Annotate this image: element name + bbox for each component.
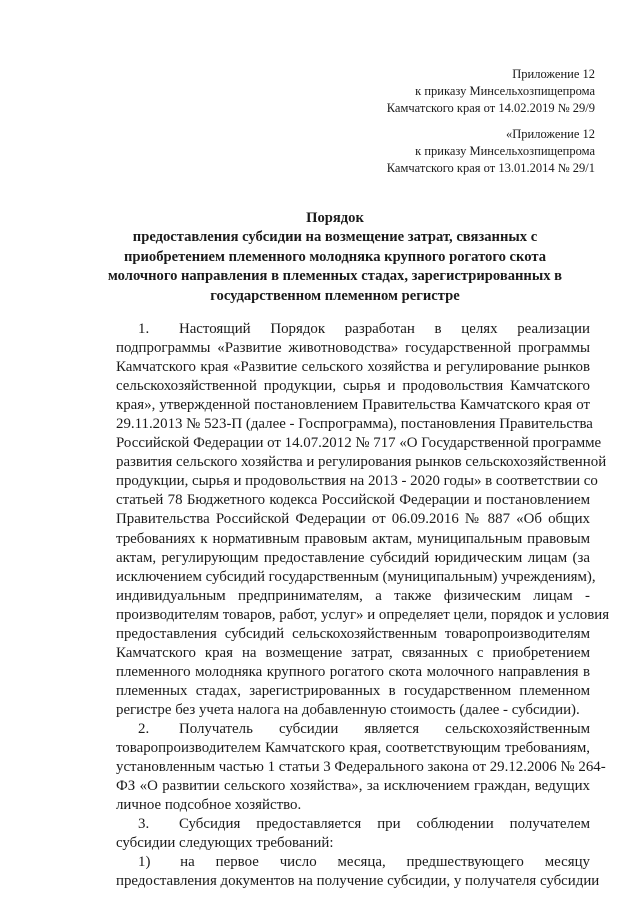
- body-line: племенных стадах, зарегистрированных в государственном племенном: [116, 682, 590, 699]
- body-line: Камчатского края на возмещение затрат, связанных с приобретением: [116, 644, 590, 661]
- body-line: индивидуальным предпринимателям, а также физическим лицам -: [116, 587, 590, 604]
- annex-label: Приложение 12: [512, 67, 595, 81]
- annex-header-current: [330, 66, 595, 117]
- body-line: 1) на первое число месяца, предшествующего месяцу: [138, 854, 590, 871]
- title-line: молочного направления в племенных стадах, зарегистрированных в: [107, 268, 563, 285]
- body-line: производителям товаров, работ, услуг» и определяет цели, порядок и условия: [116, 606, 610, 623]
- body-line: края», утвержденной постановлением Правительства Камчатского края от: [116, 397, 590, 414]
- body-line: развития сельского хозяйства и регулирования рынков сельскохозяйственной: [116, 454, 607, 471]
- title-line: приобретением племенного молодняка крупного рогатого скота: [123, 248, 547, 265]
- annex-order-ref: к приказу Минсельхозпищепрома: [415, 144, 595, 158]
- body-line: товаропроизводителем Камчатского края, соответствующим требованиям,: [116, 740, 590, 757]
- body-line: Правительства Российской Федерации от 06.09.2016 № 887 «Об общих: [116, 511, 590, 528]
- annex-order-date: Камчатского края от 14.02.2019 № 29/9: [386, 101, 595, 115]
- body-line: 29.11.2013 № 523-П (далее - Госпрограмма), постановления Правительства: [116, 416, 593, 433]
- document-title: [80, 209, 590, 306]
- body-line: 1. Настоящий Порядок разработан в целях реализации: [138, 321, 590, 337]
- body-line: Российской Федерации от 14.07.2012 № 717 «О Государственной программе: [116, 435, 602, 452]
- body-line: установленным частью 1 статьи 3 Федерального закона от 29.12.2006 № 264-: [116, 759, 606, 776]
- body-line: продукции, сырья и продовольствия на 2013 - 2020 годы» в соответствии со: [116, 473, 598, 490]
- body-line: сельскохозяйственной продукции, сырья и продовольствия Камчатского: [116, 378, 590, 395]
- body-line: исключением субсидий государственным (муниципальным) учреждениям),: [116, 568, 596, 585]
- body-line: личное подсобное хозяйство.: [116, 797, 302, 814]
- body-line: ФЗ «О развитии сельского хозяйства», за исключением граждан, ведущих: [116, 778, 590, 795]
- body-line: подпрограммы «Развитие животноводства» государственной программы: [116, 340, 590, 357]
- body-line: предоставления документов на получение субсидии, у получателя субсидии: [116, 873, 600, 890]
- annex-order-ref: к приказу Минсельхозпищепрома: [415, 84, 595, 98]
- title-line: государственном племенном регистре: [210, 287, 460, 304]
- body-line: статьей 78 Бюджетного кодекса Российской Федерации и постановлением: [116, 492, 590, 509]
- document-body: [116, 320, 610, 891]
- title-heading: Порядок: [306, 210, 364, 226]
- body-line: требованиях к нормативным правовым актам, муниципальным правовым: [116, 530, 590, 547]
- body-line: предоставления субсидий сельскохозяйственным товаропроизводителям: [116, 625, 590, 642]
- body-line: актам, регулирующим предоставление субсидий юридическим лицам (за: [116, 549, 590, 566]
- annex-order-date: Камчатского края от 13.01.2014 № 29/1: [386, 161, 595, 175]
- body-line: регистре без учета налога на добавленную стоимость (далее - субсидии).: [116, 701, 580, 718]
- annex-label: «Приложение 12: [506, 127, 595, 141]
- body-line: Камчатского края «Развитие сельского хозяйства и регулирование рынков: [116, 359, 590, 376]
- body-line: субсидии следующих требований:: [116, 835, 334, 852]
- annex-header-previous: [330, 126, 595, 177]
- body-line: 2. Получатель субсидии является сельскохозяйственным: [138, 720, 590, 737]
- body-line: 3. Субсидия предоставляется при соблюдении получателем: [138, 816, 590, 833]
- body-line: племенного молодняка крупного рогатого скота молочного направления в: [116, 663, 590, 680]
- title-line: предоставления субсидии на возмещение затрат, связанных с: [132, 229, 538, 246]
